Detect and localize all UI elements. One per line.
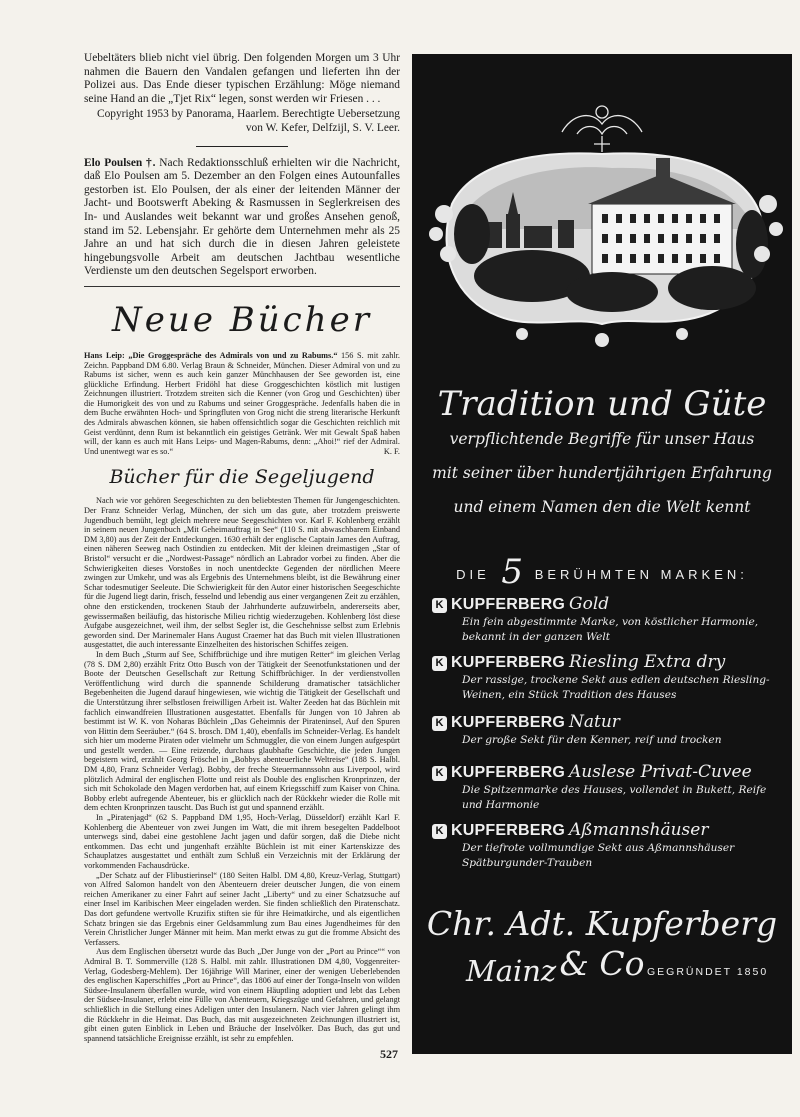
- brand-entry: [432, 820, 782, 871]
- brand-variety: Gold: [569, 594, 610, 614]
- obituary-name: Elo Poulsen †.: [84, 156, 156, 169]
- book-review: [84, 351, 400, 457]
- company-city: Mainz: [466, 954, 557, 988]
- review-text: 156 S. mit zahlr. Zeichn. Pappband DM 6.80. Verlag Braun & Schneider, München. Dieser Admiral von und zu Rabums ist sicher, wenn es auch kein ganzer Münchhausen der See geworden ist, eine glückliche Erfindung. Herbert Fridöhl hat diese Groggeschichten köstlich mit lustigen Zeichnungen illustriert. Trotzdem streiten sich die Kenner (von Grog und Geschichten) über die Humorigkeit des von und zu Rabums und seiner Groggespräche. Jedenfalls haben die in dem Buche erwähnten Hoch- und Springfluten von Grog nicht die streng literarische Herkunft des Admirals abwaschen können, sie haben offensichtlich sogar die Geschichten reichlich mit Geist verdünnt, denn Rum ist bekanntlich ein geistiges Getränk. Wer mit Gewalt Spaß haben will, der kann es auch mit Hans Leips- und Magen-Rabums, denn: „Ahoi!“ rief der Admiral. Und unentwegt war es so.“: [84, 350, 400, 456]
- kupferberg-crest-icon: K: [432, 766, 447, 781]
- kupferberg-crest-icon: K: [432, 598, 447, 613]
- brand-entry: [432, 712, 782, 748]
- brand-description: Der rassige, trockene Sekt aus edlen deutschen Riesling-Weinen, ein Stück Tradition des Hauses: [462, 674, 770, 701]
- brand-variety: Aßmannshäuser: [569, 820, 709, 840]
- article-paragraph: Nach wie vor gehören Seegeschichten zu den beliebtesten Themen für Jungengeschichten. Der Franz Schneider Verlag, München, der sich um das gute, aber trotzdem preiswerte Jugendbuch bemüht, legt gleich mehrere neue Seegeschichten vor. Karl F. Kohlenberg erzählt in seinem neuen Jungenbuch „Mit Geheimauftrag in See“ (110 S. mit abwaschbarem Einband DM 3,80) aus der Zeit der Entdeckungen. 1630 erhält der englische Captain James den Auftrag, einen näheren Seeweg nach Ostindien zu entdecken. Mit der kleinen dreimastigen „Star of Bristol“ versucht er die „Nordwest-Passage“ nördlich an Labrador vorbei zu finden. Aber die Schwierigkeiten dieses Vorstoßes in noch unentdeckte Gegenden der nördlichen Meere zwingen zur Umkehr, und was als Ergebnis des Unternehmens bleibt, ist die Bewährung einer Schar todesmutiger Seeleute. Die Schwierigkeit für den Autor einer historischen Seegeschichte für die Jugend liegt darin, frisch, fesselnd und lebendig aus einer vergangenen Zeit zu erzählen, ohne den erstickenden, trockenen Staub der Jahrhunderte aufzuwirbeln, andererseits aber, gewissermaßen beiläufig, das historische Milieu richtig wiederzugeben. Kohlenberg löst diese Aufgabe ausgezeichnet, weil ihm, der selbst Segler ist, die Geschehnisse selbst zum Erlebnis geworden sind. Der Marinemaler Hans August Craemer hat das Buch mit vielen Illustrationen ausgestattet, die auch interessante Einzelheiten des historischen Schiffes zeigen.: [84, 496, 400, 650]
- obituary: [84, 157, 400, 279]
- section-heading-sailing-youth: Bücher für die Segeljugend: [109, 466, 375, 489]
- brand-house: KUPFERBERG: [451, 822, 566, 839]
- article-paragraph: In „Piratenjagd“ (62 S. Pappband DM 1,95, Hoch-Verlag, Düsseldorf) erzählt Karl F. Kohlenberg die Abenteuer von zwei Jungen im Watt, die mit ihrem besegelten Paddelboot unterwegs sind, dabei eine gestohlene Jacht jagen und dafür sorgen, daß die Diebe nicht entkommen. Das echt und jungenhaft erzählte Büchlein ist mit einer Kartenskizze des Schauplatzes ausgestattet und enthält zum Schluß ein Verzeichnis mit der Erklärung der vorkommenden Fachausdrücke.: [84, 813, 400, 870]
- founded-year: GEGRÜNDET 1850: [647, 966, 769, 978]
- kupferberg-crest-icon: K: [432, 824, 447, 839]
- divider: [196, 146, 288, 147]
- ad-slogan-line: und einem Namen den die Welt kennt: [453, 498, 751, 516]
- divider: [84, 286, 400, 287]
- brand-description: Die Spitzenmarke des Hauses, vollendet in Bukett, Reife und Harmonie: [462, 784, 767, 811]
- brands-heading-prefix: DIE: [456, 567, 490, 582]
- kupferberg-advertisement: [412, 54, 792, 1054]
- page-number: 527: [380, 1047, 398, 1061]
- ad-slogan-line: mit seiner über hundertjährigen Erfahrung: [432, 464, 772, 482]
- brands-heading: [412, 552, 792, 592]
- brand-house: KUPFERBERG: [451, 714, 566, 731]
- ad-slogan-title: Tradition und Güte: [437, 384, 767, 424]
- brand-house: KUPFERBERG: [451, 654, 566, 671]
- review-title: Hans Leip: „Die Groggespräche des Admirals von und zu Rabums.“: [84, 350, 338, 360]
- copyright-note: Copyright 1953 by Panorama, Haarlem. Berechtigte Uebersetzung von W. Kefer, Delfzijl, S. V. Leer.: [96, 108, 400, 134]
- brand-description: Der tiefrote vollmundige Sekt aus Aßmannshäuser Spätburgunder-Trauben: [462, 842, 735, 869]
- brand-variety: Natur: [569, 712, 620, 732]
- article-paragraph: Aus dem Englischen übersetzt wurde das Buch „Der Junge von der „Port au Prince““ von Admiral B. T. Sommerville (128 S. Halbl. mit zahlr. Illustrationen DM 4,80, Voggenreiter-Verlag, Godesberg-Mehlem). Der 16jährige Will Mariner, einer der wenigen Ueberlebenden des englischen Kaperschiffes „Port au Prince“, das 1806 auf einer der Tonga-Inseln von wilden Südsee-Insulanern überfallen wurde, wird von einem Häuptling adoptiert und lebt das Leben der Südsee-Insulaner, erlebt eine Fülle von Abenteuern, Kriegszüge und Gefahren, und gelangt schließlich in die Stellung eines Adeligen unter den Insulanern. Nach vier Jahren gelingt ihm die Rückkehr in die Heimat. Das Buch, das mit ausgezeichneten Zeichnungen illustriert ist, gibt einen guten Einblick in Leben und Bräuche der Inselvölker. Das Buch, das gut und spannend tatsächliche Ereignisse erzählt, ist sehr zu empfehlen.: [84, 947, 400, 1043]
- brand-variety: Auslese Privat-Cuvee: [569, 762, 752, 782]
- obituary-text: Nach Redaktionsschluß erhielten wir die Nachricht, daß Elo Poulsen am 5. Dezember an den Folgen eines Autounfalles gestorben ist. Elo Poulsen, der als einer der leitenden Männer der Jacht- und Bootswerft Abeking & Rasmussen in Seglerkreisen des In- und Auslandes weit bekannt war und großes Ansehen genoß, stand im 52. Lebensjahr. Er gehörte dem Unternehmen mehr als 25 Jahre an und hat sich durch die in diesen Jahren geleistete hingebungsvolle Arbeit am deutschen Jachtbau wesentliche Verdienste um den deutschen Segelsport erworben.: [84, 156, 400, 278]
- kupferberg-crest-icon: K: [432, 656, 447, 671]
- left-column: [84, 52, 400, 1043]
- section-heading-new-books: Neue Bücher: [112, 299, 372, 340]
- winery-illustration: [412, 54, 792, 384]
- brands-heading-suffix: BERÜHMTEN MARKEN:: [534, 567, 748, 582]
- article-paragraph: „Der Schatz auf der Flibustierinsel“ (180 Seiten Halbl. DM 4,80, Kreuz-Verlag, Stuttgart) von Alfred Salomon handelt von den Abenteuern dreier deutscher Jungen, die von einem reichen Amerikaner zu einer Fahrt auf seiner Jacht „Liberty“ und zu einer Schatzsuche auf einer Insel im Karibischen Meer eingeladen werden. Sie finden schließlich den Piratenschatz. Das dort gefundene wertvolle Kruzifix stiften sie für ihre Heimatkirche, und als eigentlichen Schatz bringen sie das Ergebnis einer Geldsammlung zum Bau eines Jugendheimes für den Verein Christlicher Junger Männer mit heim. Man merkt etwas zu gut die fromme Absicht des Verfassers.: [84, 870, 400, 947]
- ad-slogan-line: verpflichtende Begriffe für unser Haus: [449, 430, 755, 448]
- article-paragraph: In dem Buch „Sturm auf See, Schiffbrüchige und ihre mutigen Retter“ im gleichen Verlag (78 S. DM 2,80) erzählt Fritz Otto Busch von der Tätigkeit der Seenotfunkstationen und der Boote der Deutschen Gesellschaft zur Rettung Schiffbrüchiger. In der verdienstvollen Veröffentlichung wird durch die spannende Schilderung dramatischer tatsächlicher Begebenheiten die Jugend darauf hingewiesen, wie wichtig die Tätigkeit der Gesellschaft und die Unterstützung ihrer selbstlosen freiwilligen Arbeit ist. Walter Zeeden hat das Büchlein mit fachlich einwandfreien Illustrationen ausgestattet. Ebenfalls für Jungen von 10 Jahren ab bestimmt ist W. K. von Noharas Büchlein „Das Geheimnis der Pirateninsel, Auf den Spuren von Hittin dem Seeräuber.“ (64 S. brosch. DM 1,40), ebenfalls im Schneider-Verlag. Es handelt sich hier um moderne Piraten oder vielmehr um Schmuggler, die von einem Jungen aufgespürt und gestellt werden. — Eine reizende, durchaus glaubhafte Geschichte, die jeden Jungen begeistern wird, erzählt Georg Fröschel in „Bobbys abenteuerliche Weltreise“ (188 S. Halbl. DM 4,80, Franz Schneider Verlag). Bobby, der freche Steuermannssohn aus Liverpool, wird plötzlich Admiral der englischen Flotte und reist als Double des englischen Kronprinzen, der sich mit Schokolade den Magen verdorben hat, auf einem Kriegsschiff zum Kaiser von China. Bobby erlebt aufregende Abenteuer, bis er glücklich nach der Rückkehr wieder die Rolle mit dem echten Kronprinzen tauscht. Das Buch ist gut und spannend erzählt.: [84, 649, 400, 813]
- brand-description: Der große Sekt für den Kenner, reif und trocken: [462, 734, 722, 746]
- kupferberg-crest-icon: K: [432, 716, 447, 731]
- brand-entry: [432, 594, 782, 645]
- brand-variety: Riesling Extra dry: [569, 652, 726, 672]
- company-signature: Chr. Adt. Kupferberg & Co: [426, 904, 778, 983]
- brand-entry: [432, 762, 782, 813]
- brand-house: KUPFERBERG: [451, 596, 566, 613]
- brand-house: KUPFERBERG: [451, 764, 566, 781]
- brands-count: 5: [501, 552, 524, 592]
- brand-description: Ein fein abgestimmte Marke, von köstlicher Harmonie, bekannt in der ganzen Welt: [462, 616, 759, 643]
- ornament-crest-icon: [562, 106, 642, 152]
- review-signature: K. F.: [383, 446, 400, 456]
- brand-entry: [432, 652, 782, 703]
- story-ending: Uebeltäters blieb nicht viel übrig. Den folgenden Morgen um 3 Uhr nahmen die Bauern den Vandalen gefangen und lieferten ihn der Polizei aus. Das Ende dieser typischen Erzählung: Möge niemand seine Hand an die „Tjet Rix“ legen, sonst werden wir Friesen . . .: [84, 52, 400, 105]
